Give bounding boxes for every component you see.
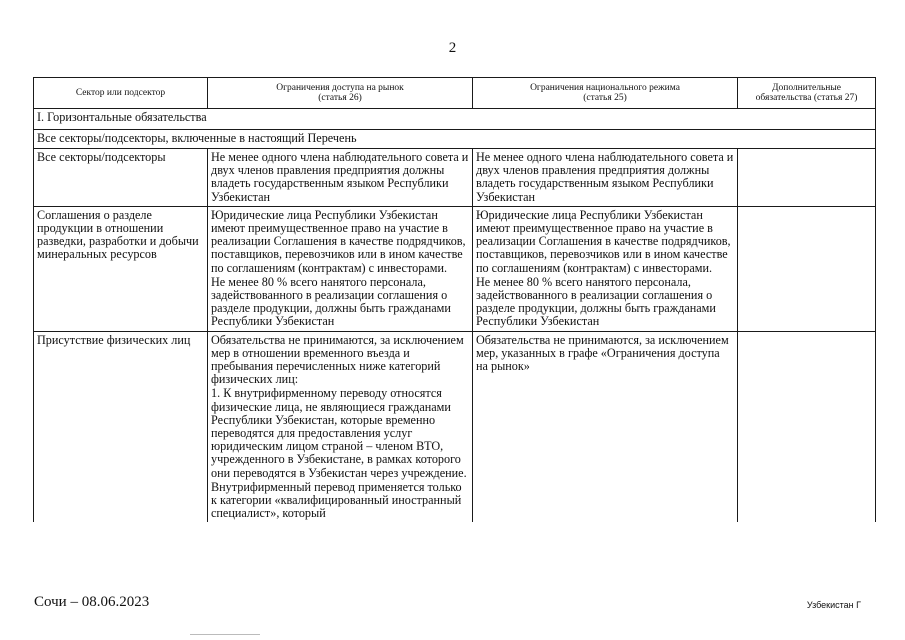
header-additional-line1: Дополнительные bbox=[772, 82, 841, 93]
paragraph: Обязательства не принимаются, за исключением мер в отношении временного въезда и пребывания перечисленных ниже категорий физических лиц: bbox=[211, 332, 464, 387]
header-sector: Сектор или подсектор bbox=[34, 78, 208, 109]
paragraph: Не менее 80 % всего нанятого персонала, задействованного в реализации соглашения о разделе продукции, должны быть гражданами Республики Узбекистан bbox=[476, 274, 716, 329]
national-treatment-cell bbox=[473, 149, 738, 207]
page-number: 2 bbox=[448, 40, 457, 56]
scan-artifact bbox=[190, 634, 260, 638]
paragraph: Не менее одного члена наблюдательного совета и двух членов правления предприятия должны владеть государственным языком Республики Узбекистан bbox=[211, 150, 469, 204]
market-access-cell bbox=[208, 331, 473, 522]
national-treatment-cell bbox=[473, 206, 738, 331]
sector-cell: Соглашения о разделе продукции в отношении разведки, разработки и добычи минеральных ресурсов bbox=[34, 206, 208, 331]
paragraph: Юридические лица Республики Узбекистан имеют преимущественное право на участие в реализации Соглашения в качестве подрядчиков, поставщиков, перевозчиков или в ином качестве по соглашениям (контрактам) с инвесторами. bbox=[476, 207, 731, 275]
header-national-treatment-line1: Ограничения национального режима bbox=[530, 82, 680, 93]
paragraph: Юридические лица Республики Узбекистан имеют преимущественное право на участие в реализации Соглашения в качестве подрядчиков, поставщиков, перевозчиков или в ином качестве по соглашениям (контрактам) с инвесторами. bbox=[211, 207, 466, 275]
paragraph: Не менее 80 % всего нанятого персонала, задействованного в реализации соглашения о разделе продукции, должны быть гражданами Республики Узбекистан bbox=[211, 274, 451, 329]
table-header-row bbox=[34, 78, 876, 109]
market-access-cell bbox=[208, 206, 473, 331]
paragraph: Не менее одного члена наблюдательного совета и двух членов правления предприятия должны владеть государственным языком Республики Узбекистан bbox=[476, 150, 734, 204]
header-additional bbox=[738, 78, 876, 109]
table-row bbox=[34, 331, 876, 522]
footer-doc-label: Узбекистан Г bbox=[806, 600, 861, 610]
market-access-cell bbox=[208, 149, 473, 207]
additional-cell bbox=[738, 206, 876, 331]
national-treatment-cell bbox=[473, 331, 738, 522]
footer-date: Сочи – 08.06.2023 bbox=[34, 594, 150, 610]
table-row bbox=[34, 206, 876, 331]
table-row bbox=[34, 149, 876, 207]
header-market-access bbox=[208, 78, 473, 109]
paragraph: Внутрифирменный перевод применяется только к категории «квалифицированный иностранный специалист», который bbox=[211, 479, 462, 521]
additional-cell bbox=[738, 331, 876, 522]
all-sectors-row bbox=[34, 130, 876, 149]
header-national-treatment bbox=[473, 78, 738, 109]
commitments-table bbox=[33, 77, 876, 522]
paragraph: 1. К внутрифирменному переводу относятся физические лица, не являющиеся гражданами Республики Узбекистан, которые временно переводятся для предоставления услуг юридическим лицом страной – членом ВТО, учрежденного в Узбекистане, в рамках которого они переводятся в Узбекистан через учреждение. bbox=[211, 386, 467, 480]
sector-cell: Все секторы/подсекторы bbox=[34, 149, 208, 207]
additional-cell bbox=[738, 149, 876, 207]
header-market-access-line1: Ограничения доступа на рынок bbox=[276, 82, 404, 93]
section-title: I. Горизонтальные обязательства bbox=[34, 109, 876, 130]
section-title-row bbox=[34, 109, 876, 130]
sector-cell: Присутствие физических лиц bbox=[34, 331, 208, 522]
header-national-treatment-line2: (статья 25) bbox=[583, 93, 627, 103]
header-market-access-line2: (статья 26) bbox=[318, 93, 362, 103]
paragraph: Обязательства не принимаются, за исключением мер, указанных в графе «Ограничения доступа на рынок» bbox=[476, 332, 729, 374]
all-sectors-text: Все секторы/подсекторы, включенные в настоящий Перечень bbox=[34, 130, 876, 149]
header-additional-line2: обязательства (статья 27) bbox=[755, 93, 858, 103]
